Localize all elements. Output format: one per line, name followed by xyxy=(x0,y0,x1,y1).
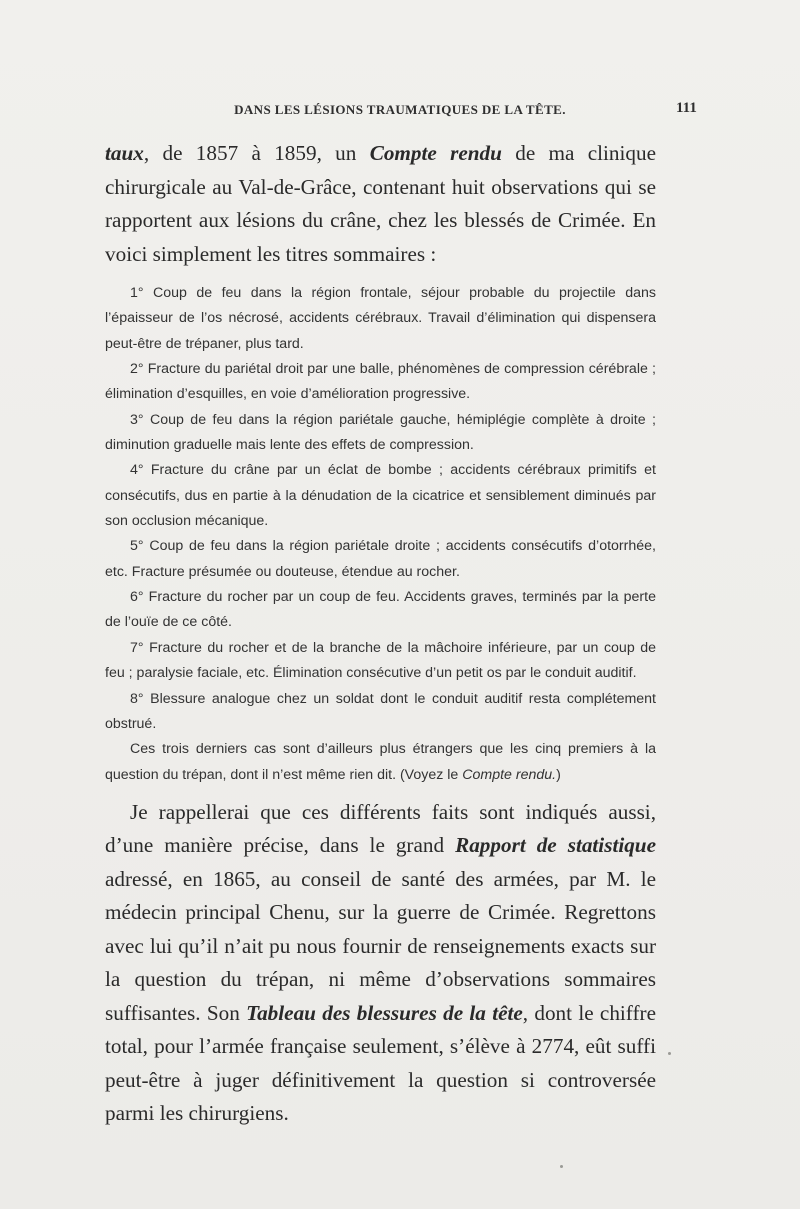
note-paragraph xyxy=(105,737,656,788)
scan-speck xyxy=(668,1052,671,1055)
observation-1: 1° Coup de feu dans la région frontale, séjour probable du projectile dans l’épaisseur de l’os nécrosé, accidents cérébraux. Travail d’élimination qui dispensera peut-être de trépaner, plus tard. xyxy=(105,285,656,352)
body-text xyxy=(105,137,656,1131)
compte-rendu-title: Compte rendu xyxy=(369,141,502,165)
closing-paragraph xyxy=(105,796,656,1131)
intro-italic-start: taux xyxy=(105,141,144,165)
observation-4: 4° Fracture du crâne par un éclat de bombe ; accidents cérébraux primitifs et consécutifs, dus en partie à la dénudation de la cicatrice et sensiblement diminués par son occlusion mécanique. xyxy=(105,462,656,530)
intro-text-1: , de 1857 à 1859, un xyxy=(143,141,370,165)
closing-text-2: adressé, en 1865, au conseil de santé des armées, par M. le médecin principal Chenu, sur la guerre de Crimée. Regrettons avec lui qu’il n’ait pu nous fournir de renseignements exacts sur la question du trépan, ni même d’observations sommaires suffisantes. Son xyxy=(105,866,656,1025)
closing-text-3: , dont le chiffre total, pour l’armée française seulement, s’élève à 2774, eût suffi peut-être à juger définitivement la question si controversée parmi les chirurgiens. xyxy=(105,1000,656,1126)
rapport-title: Rapport de statistique xyxy=(455,833,656,858)
tableau-title: Tableau des blessures de la tête xyxy=(246,1000,523,1025)
observation-2: 2° Fracture du pariétal droit par une balle, phénomènes de compression cérébrale ; élimination d’esquilles, en voie d’amélioration progressive. xyxy=(105,361,656,403)
observation-5: 5° Coup de feu dans la région pariétale droite ; accidents consécutifs d’otorrhée, etc. Fracture présumée ou douteuse, étendue au rocher. xyxy=(105,538,656,580)
observation-8: 8° Blessure analogue chez un soldat dont le conduit auditif resta complétement obstrué. xyxy=(105,690,656,732)
intro-paragraph xyxy=(105,137,656,271)
intro-text-2: de ma clinique chirurgicale au Val-de-Grâce, contenant huit observations qui se rapportent aux lésions du crâne, chez les blessés de Crimée. En voici simplement les titres sommaires : xyxy=(105,141,656,266)
closing-text-1: Je rappellerai que ces différents faits sont indiqués aussi, d’une manière précise, dans le grand xyxy=(105,799,656,858)
note-text-1: Ces trois derniers cas sont d’ailleurs plus étrangers que les cinq premiers à la question du trépan, dont il n’est même rien dit. (Voyez le xyxy=(105,741,656,783)
compte-rendu-reference: Compte rendu. xyxy=(462,766,557,783)
observation-6: 6° Fracture du rocher par un coup de feu. Accidents graves, terminés par la perte de l’ouïe de ce côté. xyxy=(105,589,656,631)
note-text-2: ) xyxy=(556,766,561,783)
page-number: 111 xyxy=(676,100,697,116)
running-title: DANS LES LÉSIONS TRAUMATIQUES DE LA TÊTE. xyxy=(234,102,566,117)
observation-7: 7° Fracture du rocher et de la branche de la mâchoire inférieure, par un coup de feu ; paralysie faciale, etc. Élimination consécutive d’un petit os par le conduit auditif. xyxy=(105,639,656,682)
observation-3: 3° Coup de feu dans la région pariétale gauche, hémiplégie complète à droite ; diminution graduelle mais lente des effets de compression. xyxy=(105,411,656,454)
scan-speck xyxy=(560,1165,563,1168)
